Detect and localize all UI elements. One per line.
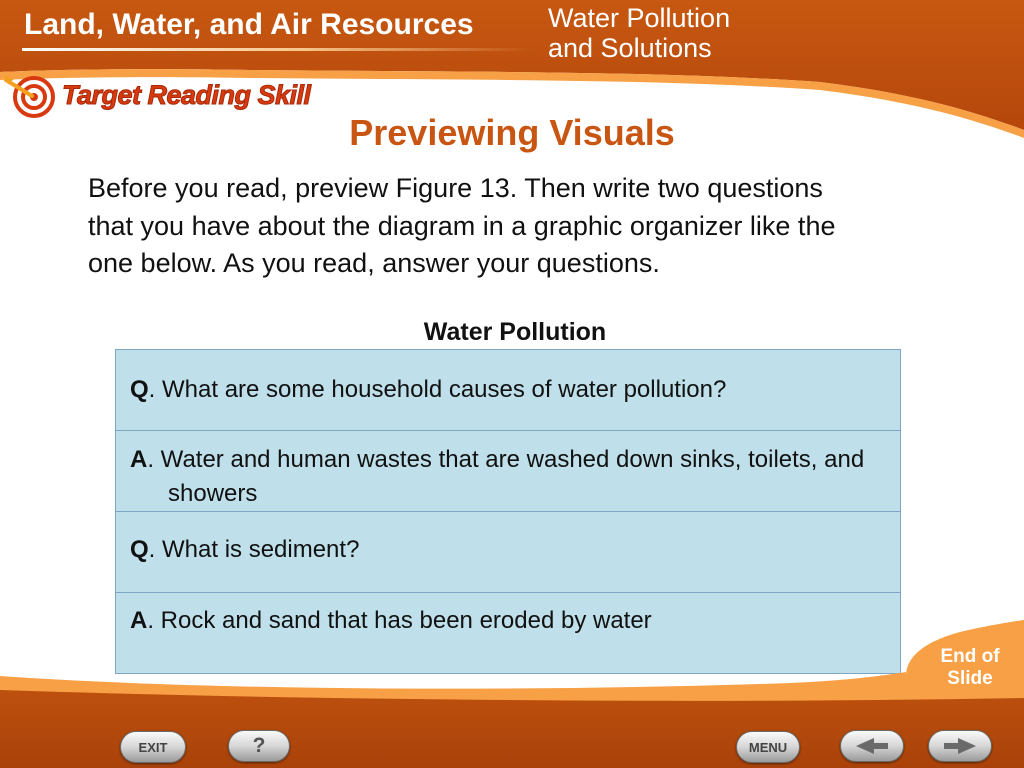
section-title-line2: and Solutions [548, 33, 712, 63]
previous-button[interactable] [840, 730, 904, 762]
end-of-slide-line1: End of [940, 646, 1000, 667]
row-body: . Rock and sand that has been eroded by water [147, 607, 652, 634]
title-underline [22, 48, 532, 51]
right-arrow-icon [940, 736, 980, 756]
end-of-slide-label [930, 646, 1010, 690]
menu-button[interactable]: MENU [736, 731, 800, 763]
row-text [130, 443, 870, 511]
row-prefix: Q [130, 536, 149, 563]
row-body: . What is sediment? [148, 536, 360, 563]
help-button[interactable]: ? [228, 730, 290, 762]
skill-heading: Previewing Visuals [349, 112, 675, 153]
next-button[interactable] [928, 730, 992, 762]
organizer-title: Water Pollution [423, 318, 607, 346]
section-title-line1: Water Pollution [548, 3, 731, 33]
chapter-title: Land, Water, and Air Resources [24, 8, 474, 41]
instructions-text: Before you read, preview Figure 13. Then write two questions that you have about the diagram in a graphic organizer like the one below. As you read, answer your questions. [88, 173, 836, 278]
target-reading-skill-label: Target Reading Skill [62, 80, 311, 110]
end-of-slide-line2: Slide [947, 668, 993, 689]
row-prefix: A [130, 607, 148, 634]
row-text [130, 533, 870, 567]
row-prefix: A [130, 446, 148, 473]
left-arrow-icon [852, 736, 892, 756]
section-title [548, 3, 808, 63]
row-prefix: Q [130, 376, 149, 403]
organizer-row-question-1 [116, 350, 900, 431]
row-body: . What are some household causes of water pollution? [148, 376, 727, 403]
organizer-row-answer-1 [116, 431, 900, 512]
exit-button[interactable]: EXIT [120, 731, 186, 763]
row-body: . Water and human wastes that are washed down sinks, toilets, and showers [147, 446, 865, 507]
row-text [130, 373, 870, 407]
organizer-row-question-2 [116, 512, 900, 593]
